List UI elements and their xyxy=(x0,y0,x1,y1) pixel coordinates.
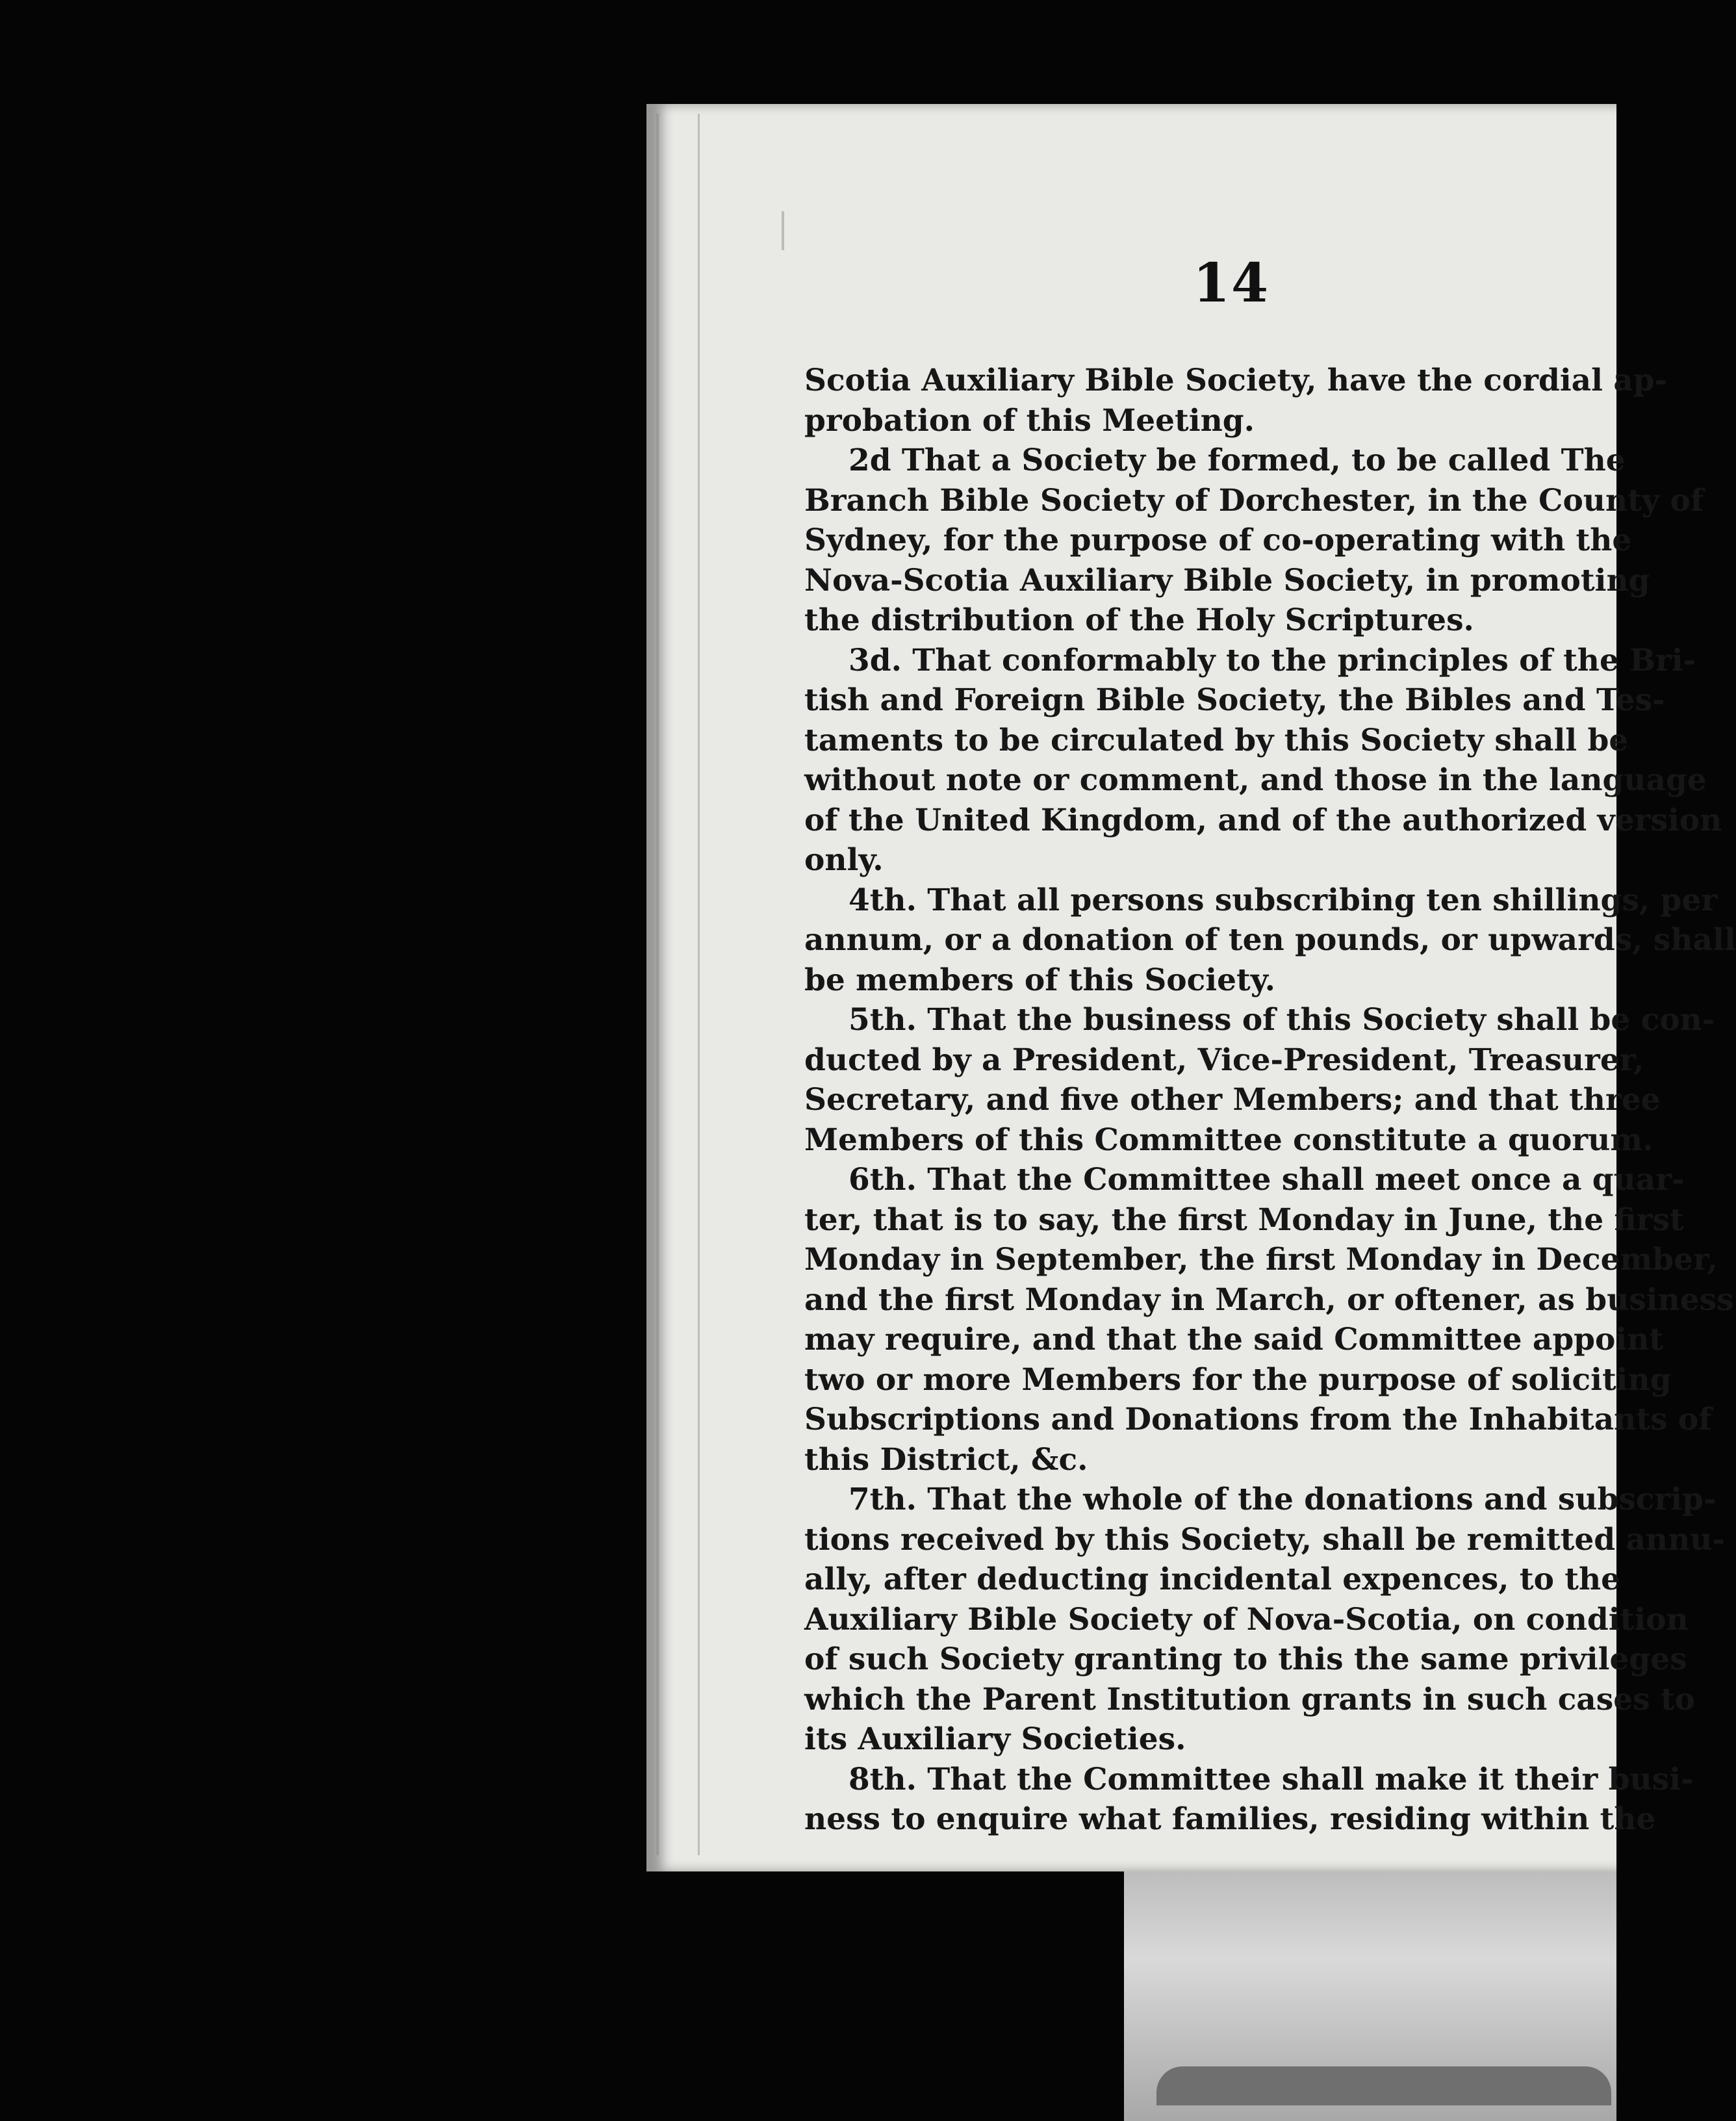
text-line: Scotia Auxiliary Bible Society, have the cordial ap- xyxy=(804,363,1668,398)
text-line: only. xyxy=(804,842,884,878)
text-line: tions received by this Society, shall be remitted annu- xyxy=(804,1521,1725,1558)
text-line: ter, that is to say, the first Monday in June, the first xyxy=(804,1202,1684,1238)
text-line: taments to be circulated by this Society shall be xyxy=(804,722,1629,758)
text-line: Auxiliary Bible Society of Nova-Scotia, on condition xyxy=(804,1601,1689,1638)
text-line: annum, or a donation of ten pounds, or upwards, shall xyxy=(804,922,1736,958)
text-line: ness to enquire what families, residing within the xyxy=(804,1801,1656,1837)
text-line: Nova-Scotia Auxiliary Bible Society, in promoting xyxy=(804,562,1650,598)
text-line: its Auxiliary Societies. xyxy=(804,1721,1186,1757)
margin-mark xyxy=(782,211,784,250)
scanner-stand-base xyxy=(1156,2066,1611,2105)
page-edge-lines xyxy=(656,114,700,1855)
text-line: ducted by a President, Vice-President, Treasurer, xyxy=(804,1042,1644,1078)
text-line: 2d That a Society be formed, to be called The xyxy=(849,443,1626,478)
text-line: Branch Bible Society of Dorchester, in the County of xyxy=(804,482,1704,519)
text-line: Sydney, for the purpose of co-operating with the xyxy=(804,522,1632,558)
text-line: Monday in September, the first Monday in December, xyxy=(804,1242,1718,1278)
text-line: ally, after deducting incidental expences, to the xyxy=(804,1562,1621,1597)
text-line: may require, and that the said Committee appoint xyxy=(804,1322,1664,1357)
text-line: Members of this Committee constitute a quorum. xyxy=(804,1122,1653,1158)
page-number: 14 xyxy=(1192,252,1270,315)
text-line: 3d. That conformably to the principles of the Bri- xyxy=(849,642,1696,678)
text-line: 6th. That the Committee shall meet once a quar- xyxy=(849,1162,1685,1198)
text-line: which the Parent Institution grants in such cases to xyxy=(804,1681,1696,1717)
text-line: tish and Foreign Bible Society, the Bibles and Tes- xyxy=(804,682,1665,718)
text-line: the distribution of the Holy Scriptures. xyxy=(804,602,1474,638)
body-text xyxy=(804,361,1736,1840)
text-line: 7th. That the whole of the donations and subscrip- xyxy=(849,1482,1717,1517)
text-line: and the first Monday in March, or oftener, as business xyxy=(804,1281,1734,1318)
text-line: 4th. That all persons subscribing ten shillings, per xyxy=(849,882,1718,918)
text-line: this District, &c. xyxy=(804,1441,1088,1478)
text-line: of such Society granting to this the same privileges xyxy=(804,1641,1687,1677)
text-line: of the United Kingdom, and of the authorized version xyxy=(804,802,1722,838)
text-line: be members of this Society. xyxy=(804,962,1275,998)
text-line: two or more Members for the purpose of soliciting xyxy=(804,1361,1672,1398)
text-line: without note or comment, and those in the language xyxy=(804,762,1707,798)
text-line: 5th. That the business of this Society shall be con- xyxy=(849,1002,1715,1038)
text-line: Subscriptions and Donations from the Inhabitants of xyxy=(804,1402,1712,1437)
text-line: 8th. That the Committee shall make it their busi- xyxy=(849,1761,1694,1797)
text-line: Secretary, and five other Members; and that three xyxy=(804,1082,1661,1118)
text-line: probation of this Meeting. xyxy=(804,402,1255,439)
